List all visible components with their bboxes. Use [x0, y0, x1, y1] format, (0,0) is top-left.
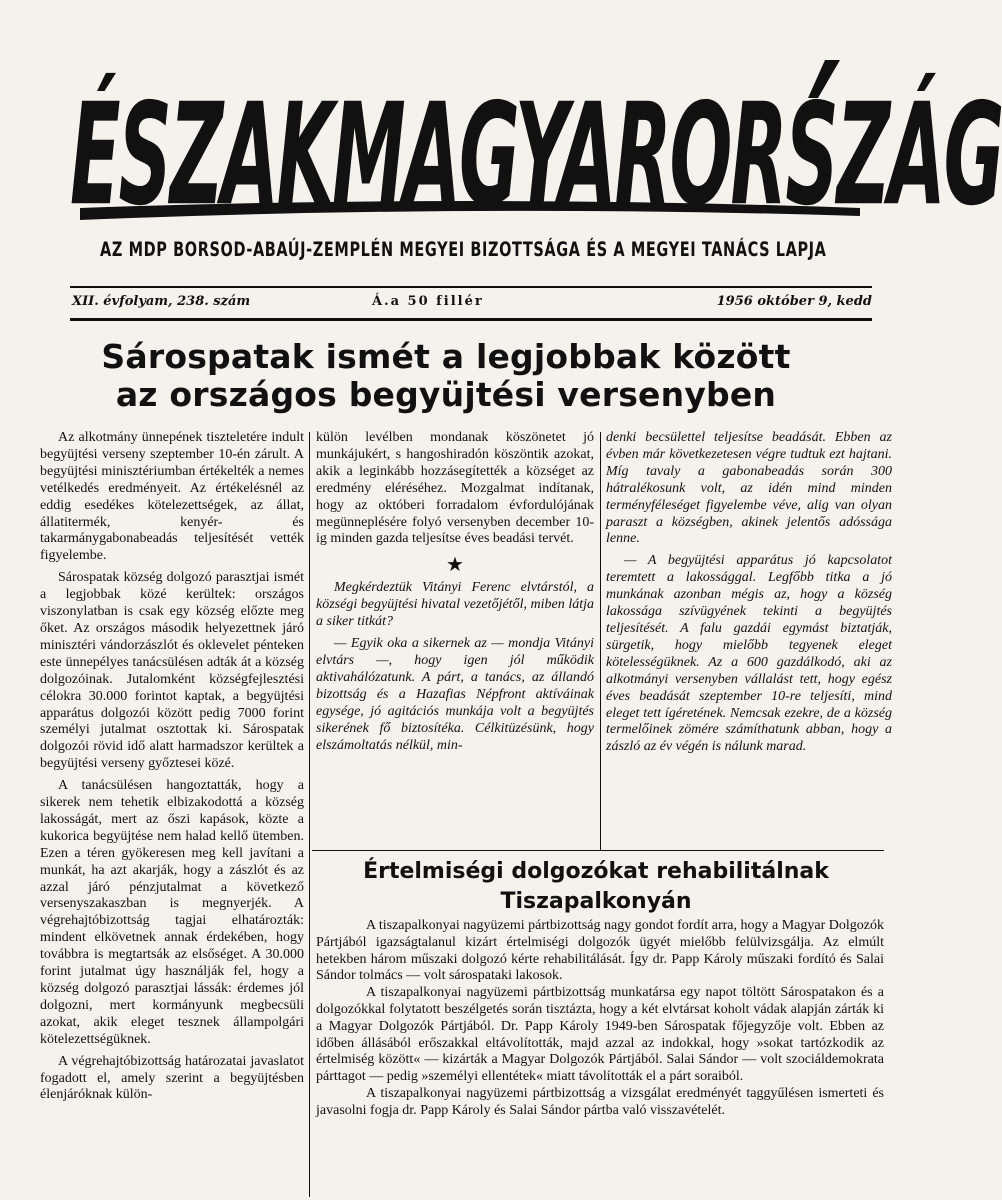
- article2-paragraph: A tiszapalkonyai nagyüzemi pártbizottság a vizsgálat eredményét taggyűlésen ismerteti és javasolni fogja dr. Papp Károly és Salai Sándor pártba való visszavételét.: [316, 1085, 884, 1118]
- newspaper-subtitle: AZ MDP BORSOD-ABAÚJ-ZEMPLÉN MEGYEI BIZOTTSÁGA ÉS A MEGYEI TANÁCS LAPJA: [100, 240, 827, 262]
- article2-body: [316, 918, 884, 1120]
- article1-paragraph: A végrehajtóbizottság határozatai javaslatot fogadott el, amely szerint a begyüjtésben élenjáróknak külön-: [40, 1053, 304, 1103]
- article2-paragraph: A tiszapalkonyai nagyüzemi pártbizottság munkatársa egy napot töltött Sárospatakon és a dolgozókkal folytatott beszélgetés során tisztázta, hogy a két elvtársat koholt vádak alapján zárták ki a Magyar Dolgozók Pártjából. Dr. Papp Károly 1949-ben Sárospatak főjegyzője volt. Ebben az időben állásából erőszakkal eltávolították, majd azzal az indokkal, hogy »sokat tartózkodik az értelmiség között« — kizárták a Magyar Dolgozók Pártjából. Salai Sándor — volt szociáldemokrata párttagot — pedig »személyi ellentétek« miatt távolították el a párt soraiból.: [316, 985, 884, 1085]
- interview-paragraph: — A begyüjtési apparátus jó kapcsolatot teremtett a lakossággal. Legfőbb titka a jó munkának azonban mégis az, hogy a község lakossága szívügyének tekinti a begyüjtés teljesítését. A falu gazdái egymást biztatják, sürgetik, hogy mielőbb tegyenek eleget kötelességüknek. Az a 600 gazdálkodó, aki az alkotmányi versenyben vállalást tett, hogy egész éves beadását szeptember 10-re teljesíti, mind eleget tett ígéretének. Nemcsak ezekre, de a község termelőinek zömére számíthatunk abban, hogy a zászló az év végén is nálunk marad.: [606, 553, 892, 755]
- top-rule: [70, 286, 872, 288]
- article2-top-rule: [312, 850, 884, 851]
- interview-paragraph: denki becsülettel teljesítse beadását. Ebben az évben már következetesen végre tudtuk ezt hajtani. Míg tavaly a gabonabeadás során 300 hátralékosunk volt, az idén mind minden terményféleséget figyelembe véve, alig van olyan paraszt a községben, akinek jelentős adóssága lenne.: [606, 430, 892, 547]
- article1-headline-line1: Sárospatak ismét a legjobbak között: [101, 337, 791, 376]
- article1-column-3: [606, 430, 892, 756]
- article1-headline: [40, 338, 852, 414]
- article1-paragraph: Sárospatak község dolgozó parasztjai ismét a legjobbak közé kerültek: országos viszonylatban is csak egy község előzte meg őket. Az országos második helyezettnek járó minisztéri vándorzászlót és oklevelet pénteken este ünnepélyes tanácsülésen adták át a község dolgozóinak. Jutalomként községfejlesztési célokra 30.000 forintot kaptak, a begyüjtési apparátus dolgozói között pedig 7000 forint személyi jutalmat osztottak ki. Sárospatak dolgozói rövid idő alatt harmadszor kerültek a begyüjtési verseny győztesei közé.: [40, 570, 304, 772]
- star-separator: ★: [446, 554, 464, 577]
- issue-number: XII. évfolyam, 238. szám: [72, 294, 251, 309]
- interview-section: [316, 580, 594, 754]
- column-divider-1: [309, 432, 310, 1197]
- issue-info-bar: [72, 290, 872, 314]
- column-divider-2: [600, 432, 601, 850]
- article1-column-2: [316, 430, 594, 754]
- newspaper-title: ÉSZAKMAGYARORSZÁG: [70, 74, 1002, 238]
- publication-date: 1956 október 9, kedd: [716, 294, 872, 309]
- article1-column-1: [40, 430, 304, 1104]
- article1-headline-line2: az országos begyüjtési versenyben: [115, 375, 777, 414]
- masthead: [70, 58, 1002, 238]
- article1-paragraph: külön levélben mondanak köszönetet jó munkájukért, s hangoshiradón köszöntik azokat, akik a leginkább hozzásegítették a községet az eredmény eléréséhez. Mozgalmat indítanak, hogy az októberi forradalom évfordulójának megünneplésére folyó versenyben december 10-ig minden gazda teljesítse éves beadási tervét.: [316, 430, 594, 547]
- article1-paragraph: A tanácsülésen hangoztatták, hogy a sikerek nem tehetik elbizakodottá a község lakosságát, mert az őszi kapások, közte a kukorica begyüjtése nem halad kellő ütemben. Ezen a téren gyökeresen meg kell javítani a munkát, ha azt akarják, hogy a zászlót és az azzal járó pénzjutalmat a következő versenyszakaszban is megnyerjék. A végrehajtóbizottság tagjai elhatározták: mindent elkövetnek annak érdekében, hogy továbbra is megtartsák az elsőséget. A 30.000 forint jutalmat úgy használják fel, hogy a község dolgozó parasztjai lássák: érdemes jól dolgozni, mert kormányunk megbecsüli azokat, akik eleget tesznek állampolgári kötelezettségüknek.: [40, 778, 304, 1047]
- price: Á.a 50 fillér: [372, 294, 484, 309]
- info-bar-rule: [70, 318, 872, 321]
- article2-paragraph: A tiszapalkonyai nagyüzemi pártbizottság nagy gondot fordít arra, hogy a Magyar Dolgozók Pártjából igazságtalanul kizárt értelmiségi dolgozók ügyét mielőbb felülvizsgálja. Az elmúlt hetekben három műszaki dolgozó kérte rehabilitálását. Így dr. Papp Károly műszaki fordító és Salai Sándor tolmács — volt sárospataki lakosok.: [316, 918, 884, 984]
- interview-paragraph: Megkérdeztük Vitányi Ferenc elvtárstól, a községi begyüjtési hivatal vezetőjétől, miben látja a siker titkát?: [316, 580, 594, 630]
- article1-paragraph: Az alkotmány ünnepének tiszteletére indult begyüjtési verseny szeptember 10-én zárult. A begyüjtési minisztériumban értékelték a nemes vetélkedés eredményeit. Az értékelésnél az eddig esedékes kötelezettségek, az állat, állatitermék, kenyér- és takarmánygabonabeadás teljesítését vették figyelembe.: [40, 430, 304, 564]
- interview-paragraph: — Egyik oka a sikernek az — mondja Vitányi elvtárs —, hogy igen jól működik aktivahálózatunk. A párt, a tanács, az állandó bizottság és a Hazafias Népfront aktíváinak egysége, jó agitációs munkája volt a begyüjtés sikerének fő biztosítéka. Célkitüzésünk, hogy elszámoltatás nélkül, min-: [316, 636, 594, 753]
- article2-headline: [316, 857, 876, 917]
- article2-headline-line1: Értelmiségi dolgozókat rehabilitálnak: [363, 859, 829, 884]
- article2-headline-line2: Tiszapalkonyán: [500, 889, 692, 914]
